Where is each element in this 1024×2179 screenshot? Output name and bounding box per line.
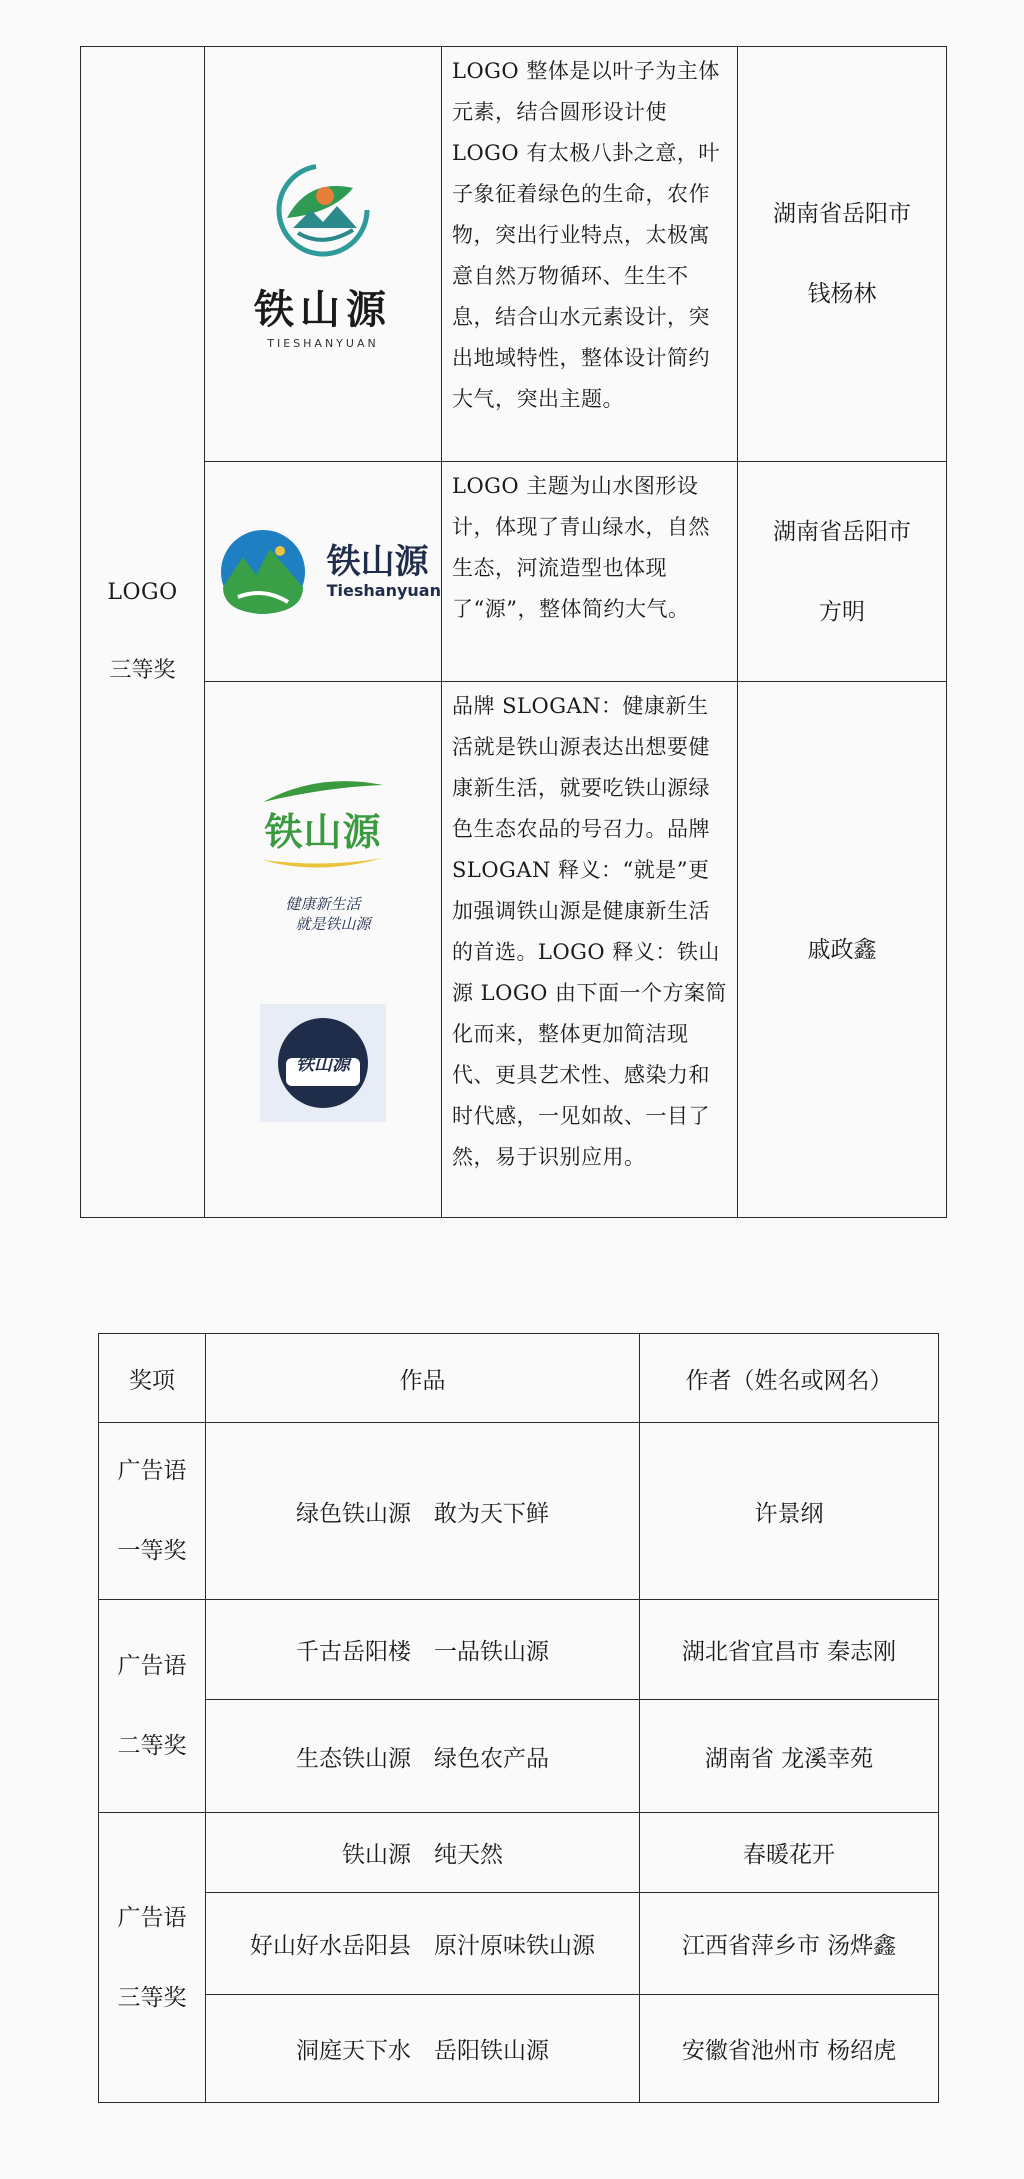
logo-name: 铁山源 (326, 542, 429, 582)
author-line: 湖南省岳阳市 (773, 518, 911, 545)
work-cell: 绿色铁山源 敢为天下鲜 (206, 1423, 640, 1600)
award-cell (99, 1423, 206, 1600)
author-line: 方明 (819, 598, 865, 625)
award-cell (99, 1813, 206, 2103)
award-line: 二等奖 (117, 1733, 187, 1759)
description-cell: 品牌 SLOGAN：健康新生活就是铁山源表达出想要健康新生活，就要吃铁山源绿色生态农品的号召力。品牌 SLOGAN 释义：“就是”更加强调铁山源是健康新生活的首选。LOGO 释义：铁山源 LOGO 由下面一个方案简化而来，整体更加简洁现代、更具艺术性、感染力和时代感，一见如故、一目了然，易于识别应用。 (442, 682, 738, 1218)
logo-cell-3 (205, 682, 442, 1218)
award-line: 三等奖 (117, 1984, 187, 2011)
award-cell (99, 1600, 206, 1813)
author-cell: 江西省萍乡市 汤烨鑫 (640, 1893, 939, 1995)
logo-cell-1 (205, 47, 442, 462)
author-cell: 春暖花开 (640, 1813, 939, 1893)
award-line: 三等奖 (109, 658, 176, 683)
header-award: 奖项 (99, 1334, 206, 1423)
logo-pinyin: Tieshanyuan (326, 581, 441, 600)
logo-2-group (205, 527, 441, 617)
seal-text: 铁山源 (296, 1054, 350, 1075)
seal-logo-box (260, 1004, 386, 1122)
logo-name: 铁山源 (264, 810, 382, 854)
author-cell: 安徽省池州市 杨绍虎 (640, 1995, 939, 2103)
author-line: 戚政鑫 (807, 936, 877, 963)
seal-logo-circle (278, 1018, 368, 1108)
slogan-awards-table (98, 1333, 939, 2103)
table-row (99, 1423, 939, 1600)
slogan-line: 健康新生活 (285, 895, 361, 913)
work-cell: 好山好水岳阳县 原汁原味铁山源 (206, 1893, 640, 1995)
award-cell-logo-third (81, 47, 205, 1218)
work-cell: 千古岳阳楼 一品铁山源 (206, 1600, 640, 1700)
logo-3-wordmark (258, 777, 388, 876)
award-line: 一等奖 (117, 1538, 187, 1564)
logo-name-calligraphy: 铁山源 (254, 286, 392, 333)
header-work: 作品 (206, 1334, 640, 1423)
table-row (99, 1600, 939, 1700)
author-cell: 许景纲 (640, 1423, 939, 1600)
table-row (81, 47, 947, 462)
work-cell: 铁山源 纯天然 (206, 1813, 640, 1893)
table-row (99, 1813, 939, 1893)
table-row (99, 1700, 939, 1813)
author-cell: 湖北省宜昌市 秦志刚 (640, 1600, 939, 1700)
logo-awards-table (80, 46, 947, 1218)
work-cell: 洞庭天下水 岳阳铁山源 (206, 1995, 640, 2103)
yellow-swoosh-icon (258, 856, 388, 876)
slogan-line: 就是铁山源 (295, 915, 371, 933)
award-line: LOGO (107, 580, 178, 605)
author-line: 湖南省岳阳市 (773, 201, 911, 227)
header-author: 作者（姓名或网名） (640, 1334, 939, 1423)
author-cell (738, 462, 947, 682)
description-cell: LOGO 主题为山水图形设计，体现了青山绿水，自然生态，河流造型也体现了“源”，整体简约大气。 (442, 462, 738, 682)
award-line: 广告语 (117, 1458, 187, 1484)
work-cell: 生态铁山源 绿色农产品 (206, 1700, 640, 1813)
logo-2-text (327, 543, 441, 600)
logo-slogan (205, 894, 441, 934)
author-line: 钱杨林 (807, 281, 877, 307)
table-row (99, 1995, 939, 2103)
award-line: 广告语 (117, 1653, 187, 1679)
award-line: 广告语 (117, 1904, 187, 1931)
description-cell: LOGO 整体是以叶子为主体元素，结合圆形设计使 LOGO 有太极八卦之意，叶子象征着绿色的生命，农作物，突出行业特点，太极寓意自然万物循环、生生不息，结合山水元素设计，突出地域特性，整体设计简约大气，突出主题。 (442, 47, 738, 462)
logo-pinyin: TIESHANYUAN (267, 337, 379, 350)
table-row (99, 1893, 939, 1995)
mountain-river-logo-icon (218, 527, 308, 617)
table-header-row (99, 1334, 939, 1423)
logo-cell-2 (205, 462, 442, 682)
table-row (81, 682, 947, 1218)
author-cell: 湖南省 龙溪幸苑 (640, 1700, 939, 1813)
table-row (81, 462, 947, 682)
author-cell (738, 47, 947, 462)
author-cell (738, 682, 947, 1218)
